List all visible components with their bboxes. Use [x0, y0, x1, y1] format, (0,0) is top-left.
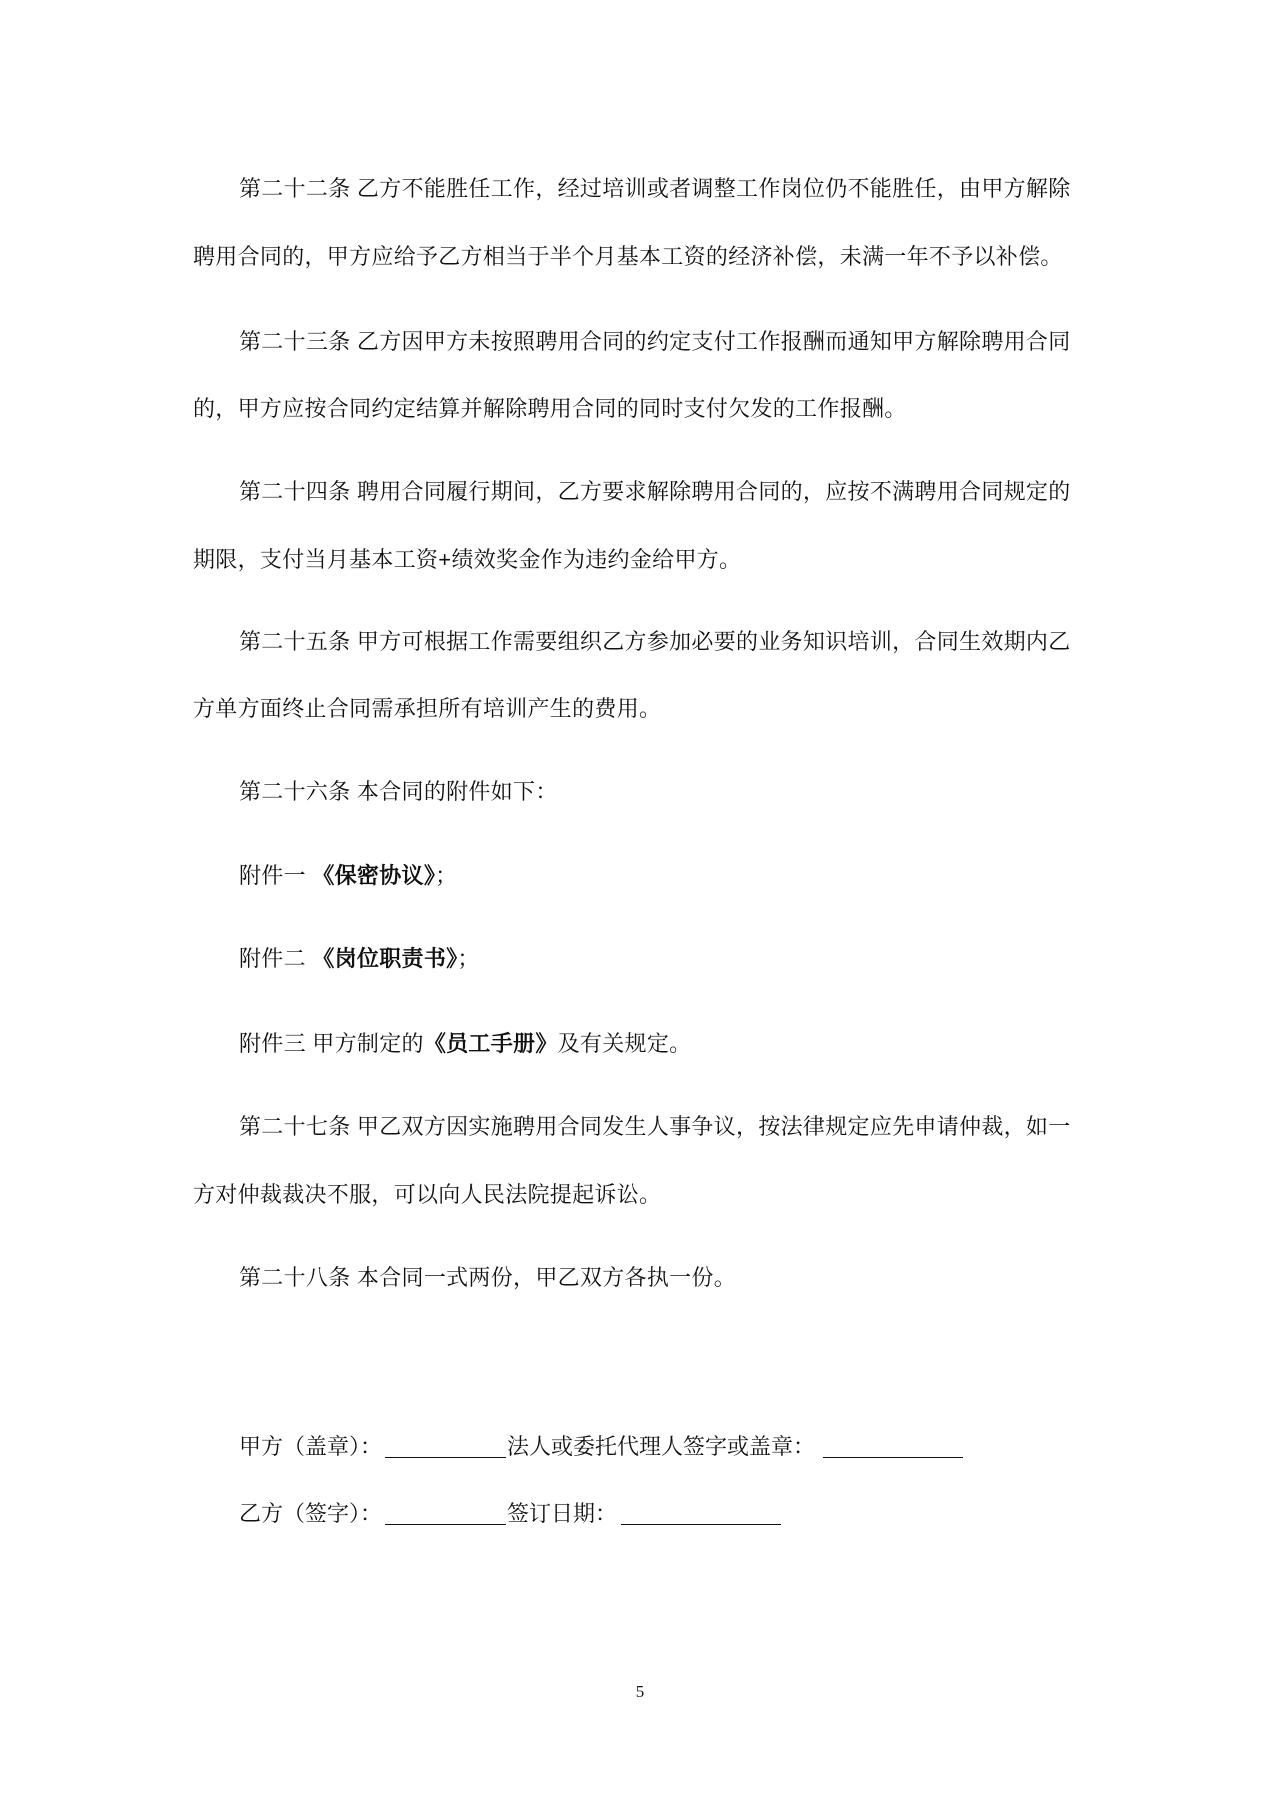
attachment-3-title: 《员工手册》 — [423, 1031, 558, 1056]
legal-rep-label: 法人或委托代理人签字或盖章： — [507, 1434, 816, 1459]
attachment-1-title: 《保密协议》 — [312, 863, 436, 888]
article-26-line-1: 第二十六条 本合同的附件如下： — [239, 779, 558, 804]
attachment-2-title: 《岗位职责书》 — [312, 946, 458, 971]
attachment-1-prefix: 附件一 — [239, 863, 313, 888]
article-25-line-1: 第二十五条 甲方可根据工作需要组织乙方参加必要的业务知识培训，合同生效期内乙 — [239, 629, 1071, 654]
attachment-2 — [239, 944, 480, 974]
article-25-line-2: 方单方面终止合同需承担所有培训产生的费用。 — [193, 696, 662, 721]
attachment-3 — [239, 1029, 691, 1059]
party-a-seal-blank[interactable] — [385, 1457, 506, 1458]
attachment-1-suffix: ； — [435, 863, 458, 888]
attachment-3-prefix: 附件三 甲方制定的 — [239, 1031, 424, 1056]
legal-rep-signature-blank[interactable] — [823, 1457, 963, 1458]
attachment-2-suffix: ； — [457, 946, 480, 971]
date-label: 签订日期： — [507, 1501, 618, 1526]
article-22-line-1: 第二十二条 乙方不能胜任工作，经过培训或者调整工作岗位仍不能胜任，由甲方解除 — [239, 176, 1071, 201]
attachment-2-prefix: 附件二 — [239, 946, 313, 971]
party-a-label: 甲方（盖章）： — [239, 1434, 383, 1459]
article-28-line-1: 第二十八条 本合同一式两份，甲乙双方各执一份。 — [239, 1265, 737, 1290]
signing-date-blank[interactable] — [621, 1524, 781, 1525]
article-24-line-1: 第二十四条 聘用合同履行期间，乙方要求解除聘用合同的，应按不满聘用合同规定的 — [239, 479, 1071, 504]
article-22-line-2: 聘用合同的，甲方应给予乙方相当于半个月基本工资的经济补偿，未满一年不予以补偿。 — [193, 244, 1063, 269]
article-23-line-1: 第二十三条 乙方因甲方未按照聘用合同的约定支付工作报酬而通知甲方解除聘用合同 — [239, 329, 1071, 354]
party-b-label: 乙方（签字）： — [239, 1501, 383, 1526]
article-27-line-2: 方对仲裁裁决不服，可以向人民法院提起诉讼。 — [193, 1182, 662, 1207]
attachment-3-suffix: 及有关规定。 — [557, 1031, 692, 1056]
attachment-1 — [239, 861, 457, 891]
page-number: 5 — [635, 1682, 645, 1701]
article-27-line-1: 第二十七条 甲乙双方因实施聘用合同发生人事争议，按法律规定应先申请仲裁，如一 — [239, 1114, 1071, 1139]
party-b-signature-blank[interactable] — [385, 1524, 506, 1525]
article-23-line-2: 的，甲方应按合同约定结算并解除聘用合同的同时支付欠发的工作报酬。 — [193, 396, 907, 421]
article-24-line-2: 期限，支付当月基本工资+绩效奖金作为违约金给甲方。 — [193, 547, 742, 572]
